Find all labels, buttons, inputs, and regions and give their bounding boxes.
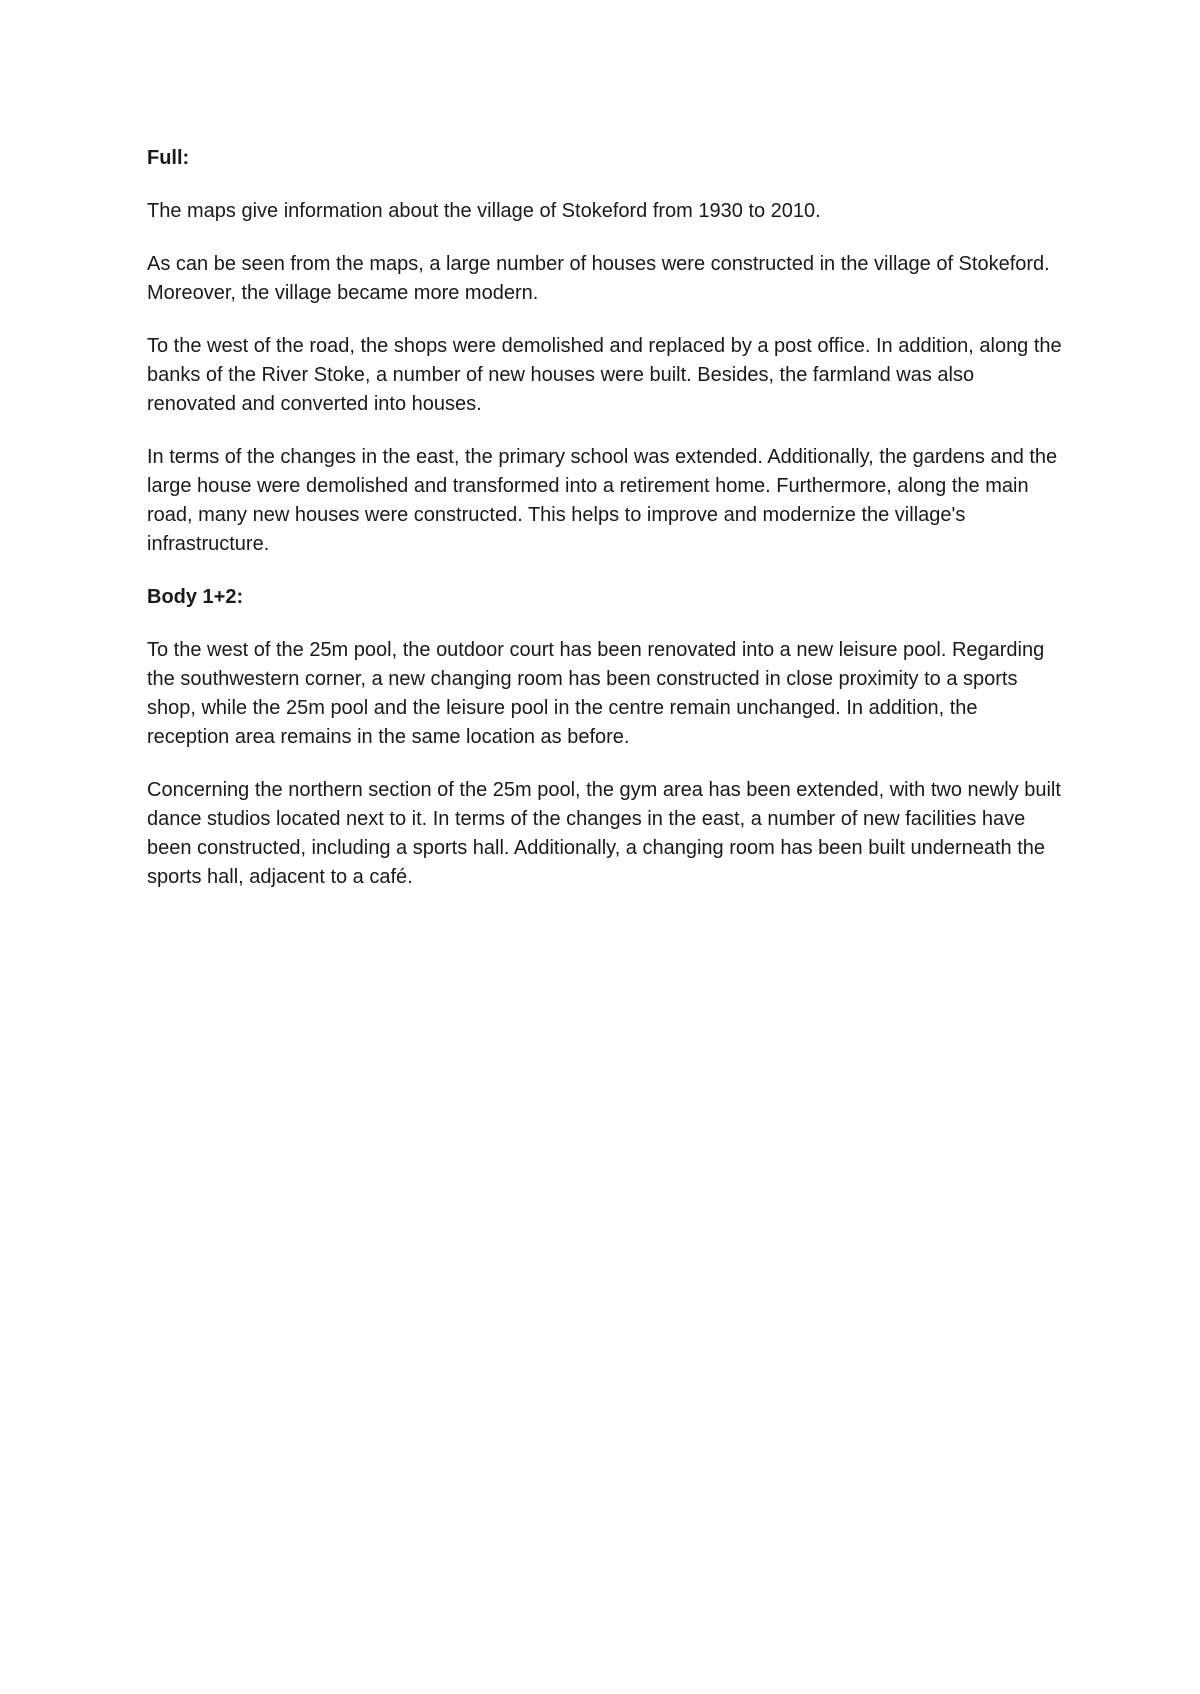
- paragraph: To the west of the 25m pool, the outdoor court has been renovated into a new leisure pool. Regarding the southwestern corner, a new changing room has been constructed in close proximity to a sports shop, while the 25m pool and the leisure pool in the centre remain unchanged. In addition, the reception area remains in the same location as before.: [147, 639, 1045, 748]
- section-heading-full: Full:: [147, 147, 190, 169]
- paragraph: As can be seen from the maps, a large number of houses were constructed in the village of Stokeford. Moreover, the village became more modern.: [147, 253, 1050, 304]
- paragraph: In terms of the changes in the east, the primary school was extended. Additionally, the gardens and the large house were demolished and transformed into a retirement home. Furthermore, along the main road, many new houses were constructed. This helps to improve and modernize the village's infrastructure.: [147, 446, 1058, 555]
- paragraph: The maps give information about the village of Stokeford from 1930 to 2010.: [147, 200, 821, 222]
- section-heading-body: Body 1+2:: [147, 586, 244, 608]
- section-body: [147, 583, 1062, 892]
- paragraph: Concerning the northern section of the 25m pool, the gym area has been extended, with two newly built dance studios located next to it. In terms of the changes in the east, a number of new facilities have been constructed, including a sports hall. Additionally, a changing room has been built underneath the sports hall, adjacent to a café.: [147, 779, 1061, 888]
- document-body: [147, 144, 1062, 916]
- section-full: [147, 144, 1062, 559]
- paragraph: To the west of the road, the shops were demolished and replaced by a post office. In addition, along the banks of the River Stoke, a number of new houses were built. Besides, the farmland was also renovated and converted into houses.: [147, 335, 1062, 415]
